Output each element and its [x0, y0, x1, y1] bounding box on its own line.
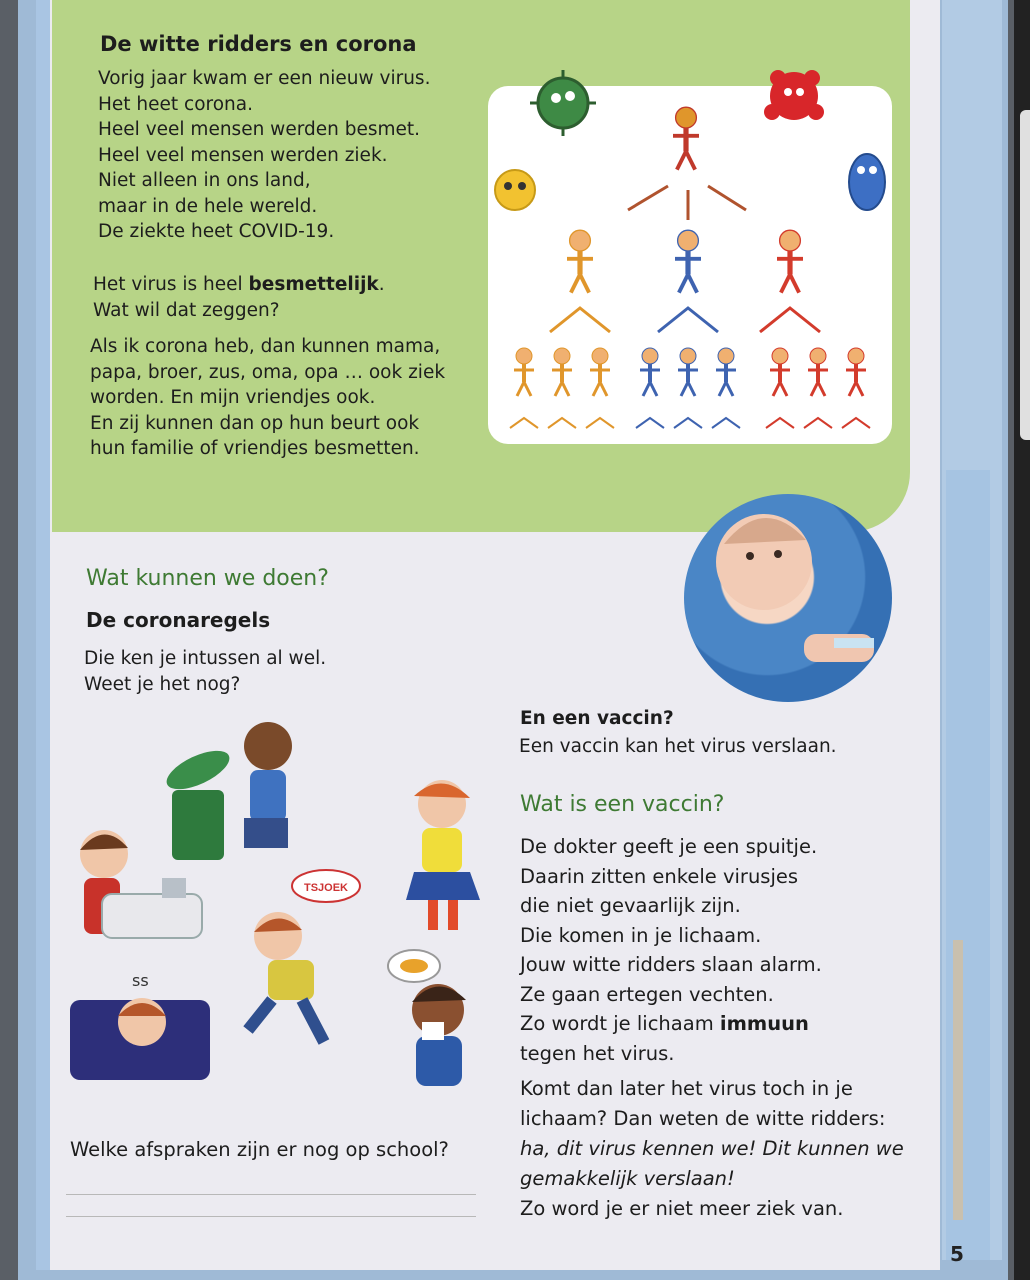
corona-rules-illustration — [62, 710, 482, 1100]
sneeze-bubble-text: TSJOEK — [303, 882, 349, 894]
answer-line[interactable] — [66, 1194, 476, 1195]
rules-heading: De coronaregels — [86, 608, 271, 632]
school-question: Welke afspraken zijn er nog op school? — [70, 1138, 449, 1161]
intro-line: maar in de hele wereld. — [98, 195, 318, 217]
vaccin-explain-line: Ze gaan ertegen vechten. — [520, 982, 774, 1006]
svg-text:ꜱꜱ: ꜱꜱ — [132, 971, 149, 990]
explain-line: papa, broer, zus, oma, opa … ook ziek — [90, 361, 446, 383]
infection-pyramid-diagram — [488, 86, 892, 444]
italic-line: gemakkelijk verslaan! — [520, 1167, 735, 1190]
green-virus-icon — [526, 68, 600, 138]
page-number: 5 — [950, 1242, 964, 1266]
red-virus-icon — [758, 62, 830, 128]
vaccin-explain-line: Jouw witte ridders slaan alarm. — [520, 953, 822, 976]
answer-line[interactable] — [66, 1216, 476, 1217]
bottom-arrows — [510, 418, 870, 428]
vaccin-explain-line: die niet gevaarlijk zijn. — [520, 894, 741, 917]
final-line: Zo word je er niet meer ziek van. — [520, 1197, 844, 1220]
bold-word: besmettelijk — [248, 274, 379, 295]
blue-virus-icon — [838, 144, 896, 220]
vaccin-heading: En een vaccin? — [520, 708, 674, 729]
contagious-question: Wat wil dat zeggen? — [93, 299, 280, 321]
vaccin-explain-line: De dokter geeft je een spuitje. — [520, 835, 818, 858]
credit-strip — [953, 940, 963, 1220]
person-icon — [640, 348, 736, 396]
rules-line: Weet je het nog? — [84, 673, 241, 695]
child-blowing-nose — [412, 984, 466, 1086]
later-line: lichaam? Dan weten de witte ridders: — [520, 1107, 886, 1130]
candy-bubble — [388, 950, 440, 982]
person-icon — [770, 348, 866, 396]
explain-line: Als ik corona heb, dan kunnen mama, — [90, 336, 441, 357]
later-line: Komt dan later het virus toch in je — [520, 1077, 853, 1100]
trash-can-icon — [161, 743, 234, 860]
middle-arrows — [550, 308, 820, 332]
top-person-icon — [673, 107, 699, 169]
explain-line: hun familie of vriendjes besmetten. — [90, 438, 420, 459]
person-icon — [675, 230, 701, 292]
child-sneezing-elbow — [406, 780, 480, 930]
intro-line: Vorig jaar kwam er een nieuw virus. — [98, 68, 431, 89]
rules-line: Die ken je intussen al wel. — [84, 648, 327, 669]
explain-text — [90, 334, 445, 462]
intro-line: Heel veel mensen werden besmet. — [98, 119, 421, 140]
person-icon — [777, 230, 803, 292]
intro-line: Niet alleen in ons land, — [98, 170, 311, 191]
vaccin-explain-line: Die komen in je lichaam. — [520, 923, 762, 947]
intro-line: De ziekte heet COVID-19. — [98, 221, 335, 242]
vaccin-explain-line: tegen het virus. — [520, 1041, 675, 1065]
child-sneezing — [248, 912, 324, 1042]
scroll-handle[interactable] — [1020, 110, 1030, 440]
top-arrows — [628, 186, 746, 220]
intro-line: Het heet corona. — [98, 93, 254, 115]
vaccin-explain-line: Daarin zitten enkele virusjes — [520, 864, 799, 888]
intro-text — [98, 66, 430, 245]
sneeze-bubble — [292, 870, 360, 902]
rules-text — [84, 646, 326, 697]
page-title: De witte ridders en corona — [100, 32, 417, 56]
pyramid-illustration — [488, 86, 892, 444]
left-border — [36, 0, 50, 1270]
contagious-text: Het virus is heel besmettelijk. Wat wil dat zeggen? — [93, 272, 385, 323]
person-icon — [567, 230, 593, 292]
explain-line: En zij kunnen dan op hun beurt ook — [90, 412, 420, 434]
explain-line: worden. En mijn vriendjes ook. — [90, 387, 376, 408]
child-in-bed — [70, 971, 210, 1080]
section-heading-what-to-do: Wat kunnen we doen? — [86, 566, 329, 591]
bold-word: immuun — [719, 1012, 809, 1035]
italic-line: ha, dit virus kennen we! Dit kunnen we — [520, 1137, 904, 1160]
vaccin-line: Een vaccin kan het virus verslaan. — [519, 736, 837, 757]
later-text — [520, 1074, 904, 1224]
section-heading-what-is-vaccin: Wat is een vaccin? — [520, 792, 725, 817]
child-throwing-tissue — [244, 722, 292, 848]
intro-line: Heel veel mensen werden ziek. — [98, 144, 388, 166]
vaccin-explanation: De dokter geeft je een spuitje. Daarin zitten enkele virusjes die niet gevaarlijk zijn. Die komen in je lichaam. Jouw witte ridders slaan alarm. Ze gaan ertegen vechten. Zo wordt je lichaam immuun tegen het virus. — [520, 832, 822, 1068]
yellow-virus-icon — [484, 162, 546, 218]
person-icon — [514, 348, 610, 396]
child-vaccination-photo — [684, 494, 892, 702]
